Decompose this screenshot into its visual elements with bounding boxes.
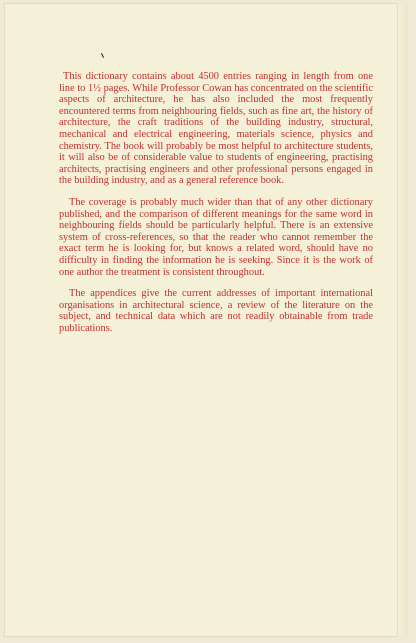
ink-mark: [101, 53, 104, 58]
blurb-paragraph-1: This dictionary contains about 4500 entries ranging in length from one line to 1½ pages. While Professor Cowan has concentrated on the scientific aspects of architecture, he has also included the most frequently encountered terms from neighbouring fields, such as fine art, the history of architecture, the craft traditions of the building industry, structural, mechanical and electrical engineering, materials science, physics and chemistry. The book will probably be most helpful to architecture students, it will also be of considerable value to students of engineering, practising architects, practising engineers and other professional persons engaged in the building industry, and as a general reference book.: [59, 71, 373, 187]
cover-edge: [397, 3, 408, 637]
cover-blurb: [59, 71, 373, 344]
blurb-paragraph-3: The appendices give the current addresses of important international organisations in architectural science, a review of the literature on the subject, and technical data which are not readily obtainable from trade publications.: [59, 288, 373, 334]
book-back-cover: [4, 3, 408, 637]
blurb-paragraph-2: The coverage is probably much wider than that of any other dictionary published, and the comparison of different meanings for the same word in neighbouring fields should be particularly helpful. There is an extensive system of cross-references, so that the reader who cannot remember the exact term he is looking for, but knows a related word, should have no difficulty in finding the information he is seeking. Since it is the work of one author the treatment is consistent throughout.: [59, 196, 373, 278]
